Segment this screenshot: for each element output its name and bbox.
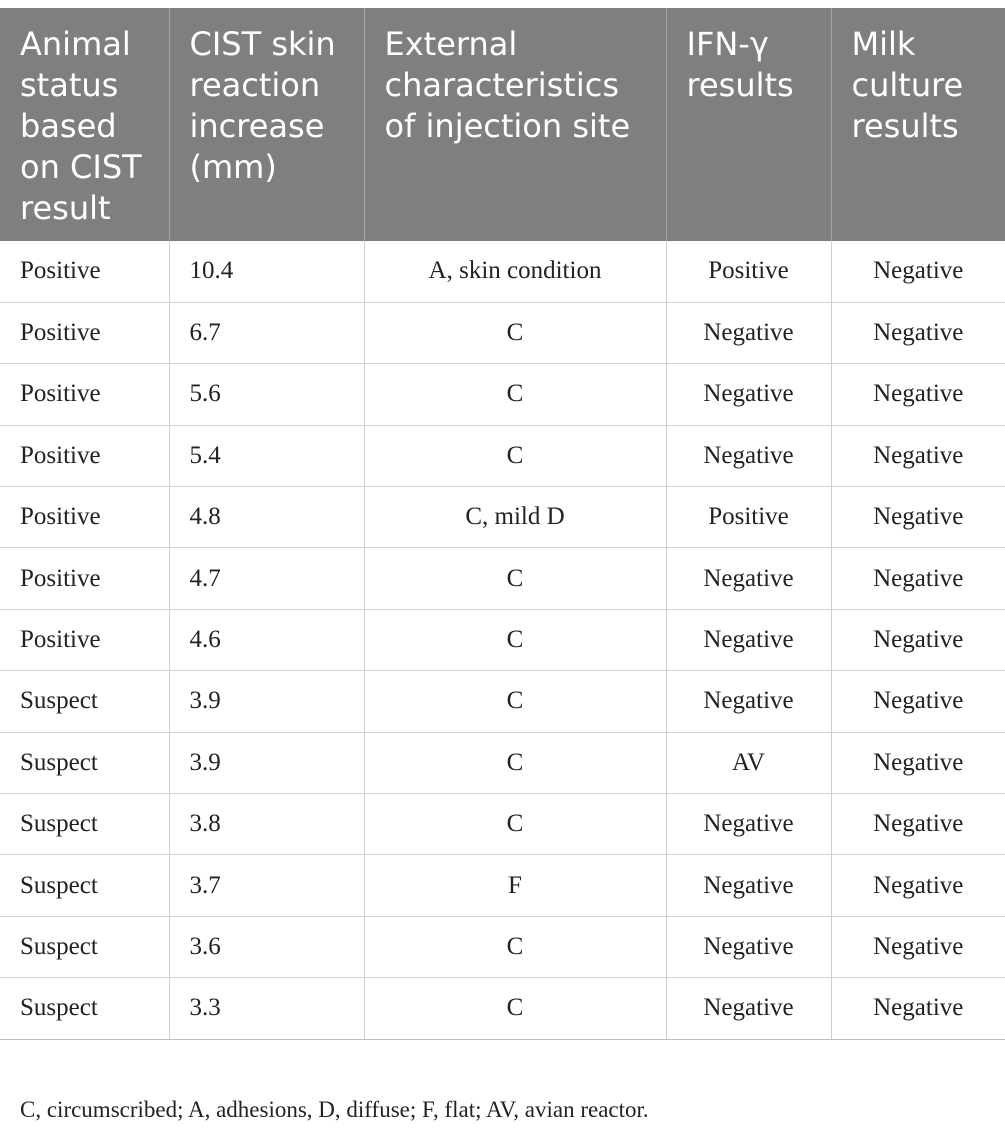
table-row: [0, 794, 1005, 855]
table-row: [0, 302, 1005, 363]
table-row: [0, 609, 1005, 670]
cell-ifn-result: Negative: [666, 671, 831, 732]
table-row: [0, 978, 1005, 1039]
cell-ifn-result: Negative: [666, 609, 831, 670]
cell-milk-culture: Negative: [831, 609, 1005, 670]
cell-ifn-result: Negative: [666, 916, 831, 977]
cell-animal-status: Suspect: [0, 978, 169, 1039]
cell-animal-status: Positive: [0, 364, 169, 425]
cell-milk-culture: Negative: [831, 916, 1005, 977]
cell-animal-status: Suspect: [0, 794, 169, 855]
table-row: [0, 732, 1005, 793]
cell-cist-increase: 6.7: [169, 302, 364, 363]
header-animal-status: Animal status based on CIST result: [0, 8, 169, 241]
cell-ifn-result: Negative: [666, 794, 831, 855]
cell-cist-increase: 3.9: [169, 732, 364, 793]
cell-ifn-result: AV: [666, 732, 831, 793]
cell-ifn-result: Negative: [666, 364, 831, 425]
cell-animal-status: Suspect: [0, 855, 169, 916]
cell-external-characteristics: C: [364, 916, 666, 977]
cell-cist-increase: 4.7: [169, 548, 364, 609]
cell-external-characteristics: C: [364, 425, 666, 486]
cell-animal-status: Positive: [0, 548, 169, 609]
cell-milk-culture: Negative: [831, 425, 1005, 486]
cell-milk-culture: Negative: [831, 671, 1005, 732]
cell-animal-status: Suspect: [0, 671, 169, 732]
cell-ifn-result: Positive: [666, 241, 831, 302]
cell-milk-culture: Negative: [831, 241, 1005, 302]
cell-animal-status: Positive: [0, 302, 169, 363]
cell-ifn-result: Negative: [666, 425, 831, 486]
cell-ifn-result: Negative: [666, 978, 831, 1039]
table-header: [0, 8, 1005, 241]
cell-ifn-result: Negative: [666, 302, 831, 363]
table-row: [0, 855, 1005, 916]
cell-external-characteristics: C: [364, 978, 666, 1039]
table-row: [0, 241, 1005, 302]
table-row: [0, 364, 1005, 425]
cell-milk-culture: Negative: [831, 364, 1005, 425]
cell-animal-status: Suspect: [0, 916, 169, 977]
cell-cist-increase: 3.8: [169, 794, 364, 855]
cell-cist-increase: 3.6: [169, 916, 364, 977]
cell-external-characteristics: A, skin condition: [364, 241, 666, 302]
cell-animal-status: Positive: [0, 241, 169, 302]
cell-cist-increase: 4.6: [169, 609, 364, 670]
cell-milk-culture: Negative: [831, 732, 1005, 793]
cell-cist-increase: 3.7: [169, 855, 364, 916]
cell-external-characteristics: C: [364, 609, 666, 670]
cell-external-characteristics: C: [364, 548, 666, 609]
cell-external-characteristics: C: [364, 302, 666, 363]
cell-milk-culture: Negative: [831, 487, 1005, 548]
table-row: [0, 487, 1005, 548]
results-table: [0, 8, 1005, 1040]
cell-cist-increase: 5.6: [169, 364, 364, 425]
cell-cist-increase: 3.3: [169, 978, 364, 1039]
cell-milk-culture: Negative: [831, 855, 1005, 916]
cell-cist-increase: 4.8: [169, 487, 364, 548]
table-row: [0, 671, 1005, 732]
table-footnote: C, circumscribed; A, adhesions, D, diffuse; F, flat; AV, avian reactor.: [20, 1097, 649, 1122]
cell-ifn-result: Negative: [666, 855, 831, 916]
header-milk-culture: Milk culture results: [831, 8, 1005, 241]
cell-animal-status: Positive: [0, 487, 169, 548]
header-external-characteristics: External characteristics of injection site: [364, 8, 666, 241]
header-row: [0, 8, 1005, 241]
table-row: [0, 425, 1005, 486]
cell-animal-status: Positive: [0, 425, 169, 486]
cell-external-characteristics: C: [364, 364, 666, 425]
cell-cist-increase: 3.9: [169, 671, 364, 732]
cell-ifn-result: Positive: [666, 487, 831, 548]
cell-cist-increase: 5.4: [169, 425, 364, 486]
cell-external-characteristics: F: [364, 855, 666, 916]
header-cist-increase: CIST skin reaction increase (mm): [169, 8, 364, 241]
cell-cist-increase: 10.4: [169, 241, 364, 302]
header-ifn-results: IFN-γ results: [666, 8, 831, 241]
cell-milk-culture: Negative: [831, 548, 1005, 609]
cell-external-characteristics: C: [364, 671, 666, 732]
cell-milk-culture: Negative: [831, 302, 1005, 363]
cell-animal-status: Positive: [0, 609, 169, 670]
table-body: [0, 241, 1005, 1039]
table-row: [0, 548, 1005, 609]
cell-milk-culture: Negative: [831, 794, 1005, 855]
cell-external-characteristics: C, mild D: [364, 487, 666, 548]
cell-external-characteristics: C: [364, 732, 666, 793]
cell-ifn-result: Negative: [666, 548, 831, 609]
cell-external-characteristics: C: [364, 794, 666, 855]
cell-milk-culture: Negative: [831, 978, 1005, 1039]
cell-animal-status: Suspect: [0, 732, 169, 793]
table-row: [0, 916, 1005, 977]
